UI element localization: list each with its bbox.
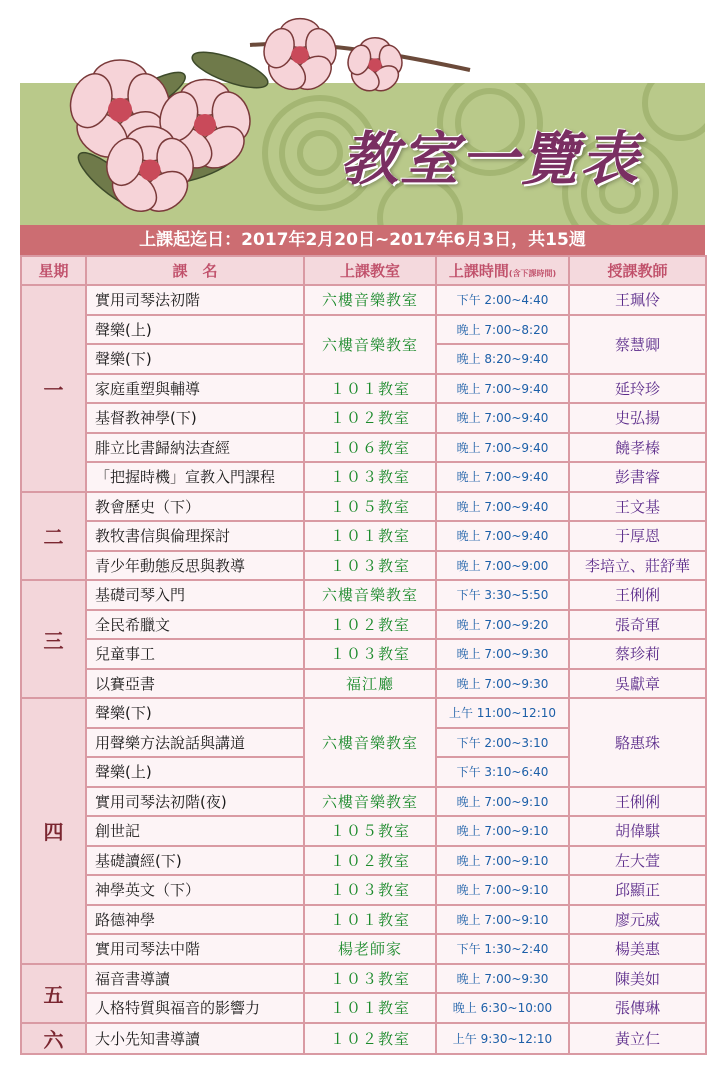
time-cell: 晚上 7:00~9:30 (436, 964, 569, 994)
room-cell: １０１教室 (304, 993, 436, 1023)
time-cell: 晚上 7:00~8:20 (436, 315, 569, 345)
time-cell: 下午 2:00~3:10 (436, 728, 569, 758)
col-header-teacher: 授課教師 (569, 256, 706, 285)
teacher-cell: 楊美惠 (569, 934, 706, 964)
time-cell: 晚上 7:00~9:30 (436, 669, 569, 699)
table-row (21, 905, 706, 935)
page-title: 教室一覽表 (340, 125, 641, 193)
room-cell: 六樓音樂教室 (304, 787, 436, 817)
col-header-room: 上課教室 (304, 256, 436, 285)
course-cell: 聲樂(下) (86, 698, 304, 728)
teacher-cell: 張傳琳 (569, 993, 706, 1023)
teacher-cell: 黃立仁 (569, 1023, 706, 1054)
room-cell: 六樓音樂教室 (304, 698, 436, 787)
table-row (21, 1023, 706, 1054)
course-cell: 福音書導讀 (86, 964, 304, 994)
time-cell: 晚上 7:00~9:20 (436, 610, 569, 640)
table-row (21, 639, 706, 669)
weekday-cell: 六 (21, 1023, 86, 1054)
teacher-cell: 史弘揚 (569, 403, 706, 433)
table-row (21, 993, 706, 1023)
time-cell: 晚上 7:00~9:10 (436, 816, 569, 846)
course-cell: 實用司琴法初階(夜) (86, 787, 304, 817)
course-cell: 用聲樂方法說話與講道 (86, 728, 304, 758)
teacher-cell: 彭書睿 (569, 462, 706, 492)
table-row (21, 964, 706, 994)
time-cell: 上午 9:30~12:10 (436, 1023, 569, 1054)
table-row (21, 698, 706, 728)
time-cell: 晚上 7:00~9:40 (436, 433, 569, 463)
time-cell: 晚上 6:30~10:00 (436, 993, 569, 1023)
weekday-cell: 一 (21, 285, 86, 492)
time-header-label: 上課時間 (448, 262, 509, 280)
time-cell: 晚上 7:00~9:40 (436, 462, 569, 492)
teacher-cell: 蔡慧卿 (569, 315, 706, 374)
table-row (21, 787, 706, 817)
time-cell: 上午 11:00~12:10 (436, 698, 569, 728)
time-cell: 下午 3:10~6:40 (436, 757, 569, 787)
table-row (21, 315, 706, 345)
room-cell: １０３教室 (304, 875, 436, 905)
course-cell: 人格特質與福音的影響力 (86, 993, 304, 1023)
time-cell: 晚上 8:20~9:40 (436, 344, 569, 374)
teacher-cell: 駱惠珠 (569, 698, 706, 787)
table-row (21, 816, 706, 846)
room-cell: １０１教室 (304, 905, 436, 935)
teacher-cell: 于厚恩 (569, 521, 706, 551)
course-cell: 聲樂(上) (86, 315, 304, 345)
course-cell: 聲樂(下) (86, 344, 304, 374)
course-cell: 兒童事工 (86, 639, 304, 669)
room-cell: １０２教室 (304, 846, 436, 876)
weekday-cell: 二 (21, 492, 86, 581)
table-row (21, 521, 706, 551)
weekday-cell: 四 (21, 698, 86, 964)
course-cell: 家庭重塑與輔導 (86, 374, 304, 404)
time-cell: 下午 3:30~5:50 (436, 580, 569, 610)
teacher-cell: 王文基 (569, 492, 706, 522)
weekday-cell: 三 (21, 580, 86, 698)
course-cell: 基礎讀經(下) (86, 846, 304, 876)
time-cell: 晚上 7:00~9:00 (436, 551, 569, 581)
teacher-cell: 李培立、莊舒華 (569, 551, 706, 581)
blossom-shape (259, 19, 341, 97)
course-cell: 腓立比書歸納法查經 (86, 433, 304, 463)
table-row (21, 580, 706, 610)
schedule-table (20, 255, 707, 1055)
teacher-cell: 延玲珍 (569, 374, 706, 404)
course-cell: 基礎司琴入門 (86, 580, 304, 610)
time-cell: 下午 2:00~4:40 (436, 285, 569, 315)
teacher-cell: 張奇軍 (569, 610, 706, 640)
room-cell: １０３教室 (304, 551, 436, 581)
table-row (21, 875, 706, 905)
table-row (21, 492, 706, 522)
blossom-shape (344, 38, 405, 96)
teacher-cell: 王俐俐 (569, 580, 706, 610)
room-cell: １０３教室 (304, 462, 436, 492)
table-row (21, 433, 706, 463)
room-cell: １０２教室 (304, 403, 436, 433)
table-row (21, 551, 706, 581)
course-cell: 教牧書信與倫理探討 (86, 521, 304, 551)
time-cell: 晚上 7:00~9:30 (436, 639, 569, 669)
course-cell: 大小先知書導讀 (86, 1023, 304, 1054)
course-cell: 聲樂(上) (86, 757, 304, 787)
room-cell: １０３教室 (304, 639, 436, 669)
room-cell: 楊老師家 (304, 934, 436, 964)
course-cell: 全民希臘文 (86, 610, 304, 640)
col-header-time (436, 256, 569, 285)
time-cell: 晚上 7:00~9:10 (436, 875, 569, 905)
room-cell: １０１教室 (304, 521, 436, 551)
course-cell: 創世記 (86, 816, 304, 846)
col-header-course: 課 名 (86, 256, 304, 285)
time-cell: 晚上 7:00~9:40 (436, 403, 569, 433)
course-cell: 「把握時機」宣教入門課程 (86, 462, 304, 492)
room-cell: １０５教室 (304, 816, 436, 846)
course-cell: 實用司琴法中階 (86, 934, 304, 964)
teacher-cell: 左大萱 (569, 846, 706, 876)
table-row (21, 403, 706, 433)
course-cell: 以賽亞書 (86, 669, 304, 699)
teacher-cell: 廖元威 (569, 905, 706, 935)
course-cell: 路德神學 (86, 905, 304, 935)
course-cell: 教會歷史（下） (86, 492, 304, 522)
table-row (21, 669, 706, 699)
time-cell: 下午 1:30~2:40 (436, 934, 569, 964)
header-row (21, 256, 706, 285)
room-cell: １０６教室 (304, 433, 436, 463)
teacher-cell: 饒孝榛 (569, 433, 706, 463)
table-row (21, 462, 706, 492)
teacher-cell: 胡偉騏 (569, 816, 706, 846)
course-cell: 基督教神學(下) (86, 403, 304, 433)
time-cell: 晚上 7:00~9:10 (436, 905, 569, 935)
table-row (21, 285, 706, 315)
col-header-weekday: 星期 (21, 256, 86, 285)
teacher-cell: 邱顯正 (569, 875, 706, 905)
teacher-cell: 蔡珍莉 (569, 639, 706, 669)
term-dates-bar: 上課起迄日：2017年2月20日~2017年6月3日，共15週 (20, 225, 705, 255)
teacher-cell: 陳美如 (569, 964, 706, 994)
room-cell: １０２教室 (304, 1023, 436, 1054)
time-cell: 晚上 7:00~9:40 (436, 374, 569, 404)
table-row (21, 934, 706, 964)
course-cell: 青少年動態反思與教導 (86, 551, 304, 581)
teacher-cell: 吳獻章 (569, 669, 706, 699)
time-cell: 晚上 7:00~9:10 (436, 846, 569, 876)
table-row (21, 374, 706, 404)
course-cell: 神學英文（下） (86, 875, 304, 905)
course-cell: 實用司琴法初階 (86, 285, 304, 315)
room-cell: 六樓音樂教室 (304, 580, 436, 610)
time-cell: 晚上 7:00~9:40 (436, 492, 569, 522)
teacher-cell: 王珮伶 (569, 285, 706, 315)
table-row (21, 846, 706, 876)
time-cell: 晚上 7:00~9:40 (436, 521, 569, 551)
room-cell: １０３教室 (304, 964, 436, 994)
weekday-cell: 五 (21, 964, 86, 1023)
room-cell: 福江廳 (304, 669, 436, 699)
room-cell: １０２教室 (304, 610, 436, 640)
room-cell: １０５教室 (304, 492, 436, 522)
table-row (21, 610, 706, 640)
room-cell: 六樓音樂教室 (304, 285, 436, 315)
time-cell: 晚上 7:00~9:10 (436, 787, 569, 817)
room-cell: 六樓音樂教室 (304, 315, 436, 374)
teacher-cell: 王俐俐 (569, 787, 706, 817)
time-header-note: (含下課時間) (508, 269, 557, 278)
room-cell: １０１教室 (304, 374, 436, 404)
